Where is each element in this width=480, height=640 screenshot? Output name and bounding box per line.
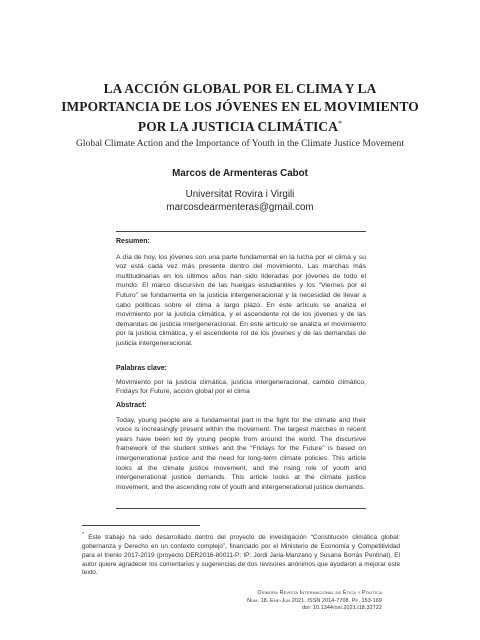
journal-issue: Núm. 18. Ene-Jun 2021. ISSN 2014-7708. Pp. 153-169 — [247, 597, 382, 604]
footnote-rule — [82, 525, 200, 526]
journal-doi: doi: 10.1344/oxi.2021.i18.32722 — [302, 605, 382, 612]
footnote-text: Este trabajo ha sido desarrollado dentro del proyecto de investigación “Constitución climática global: gobernanza y Derecho en un contexto complejo”, financiado por el Ministerio de Economía y Competitividad para el trienio 2017-2019 (proyecto DER2016-80011-P; IP: Jordi Jaria-Manzano y Susana Borràs Pentinat). El autor quiere agradecer los comentarios y sugerencias de dos revisores anónimos que ayudaron a mejorar este texto. — [82, 534, 400, 577]
bottom-divider — [116, 508, 366, 509]
author-email: marcosdearmenteras@gmail.com — [166, 202, 314, 213]
abstract-label: Abstract: — [116, 402, 147, 409]
journal-name: Oxímora Revista Internacional de Ética y Política — [257, 590, 382, 596]
resumen-label: Resumen: — [116, 238, 150, 245]
keywords-label: Palabras clave: — [116, 365, 167, 372]
footnote — [82, 531, 400, 578]
resumen-section — [116, 237, 366, 349]
author-name: Marcos de Armenteras Cabot — [172, 168, 308, 179]
keywords-section — [116, 364, 366, 397]
journal-info — [247, 590, 382, 613]
article-title — [60, 80, 420, 136]
resumen-text: A día de hoy, los jóvenes son una parte fundamental en la lucha por el clima y su voz está cada vez más presente dentro del movimiento. Las marchas más multitudinarias en los últimos años han sido lideradas por jóvenes de todo el mundo. El marco discursivo de las huelgas estudiantiles y los “Viernes por el Futuro” se fundamenta en la justicia intergeneracional y la necesidad de llevar a cabo políticas sobre el clima a largo plazo. En este artículo se analiza el movimiento por la justicia climática, y el ascendente rol de los jóvenes y de las demandas de justicia intergeneracional. En este artículo se analiza el movimiento por la justicia climática, y el ascendente rol de los jóvenes y de las demandas de justicia intergeneracional. — [116, 253, 366, 347]
keywords-text: Movimiento por la justicia climática, justicia intergeneracional, cambio climático, Fridays for Future, acción global por el clima — [116, 378, 366, 396]
footnote-marker: * — [82, 532, 85, 538]
author-affiliation-block — [0, 188, 480, 214]
affiliation: Universitat Rovira i Virgili — [185, 189, 295, 200]
article-subtitle: Global Climate Action and the Importance of Youth in the Climate Justice Movement — [76, 138, 404, 149]
title-footnote-marker: * — [337, 119, 343, 128]
abstract-section — [116, 401, 366, 492]
top-divider — [116, 231, 366, 232]
abstract-text: Today, young people are a fundamental part in the fight for the climate and their voice is increasingly present within the movement. The largest marches in recent years have been led by young people from around the world. The discursive framework of the student strikes and the “Fridays for the Future” is based on intergenerational justice and the need for long-term climate policies. This article looks at the climate justice movement, and the rising role of youth and intergenerational justice demands. This article looks at the climate justice movement, and the ascending role of youth and intergenerational justice demands. — [116, 416, 366, 491]
title-text: LA ACCIÓN GLOBAL POR EL CLIMA Y LA IMPORTANCIA DE LOS JÓVENES EN EL MOVIMIENTO POR LA JUSTICIA CLIMÁTICA — [61, 81, 419, 134]
